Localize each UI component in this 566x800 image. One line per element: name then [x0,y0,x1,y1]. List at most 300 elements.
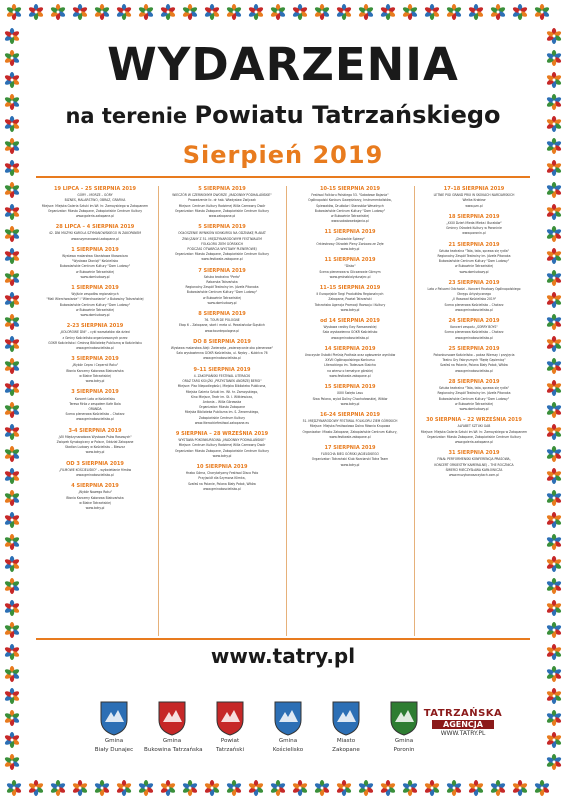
rosette-ornament [116,4,132,20]
crest-powiat-icon [215,700,245,736]
event-text: ORAZ TARG KSIĄŻKI „PRZYSTANEK ANDRZEJ BERGI" [182,379,262,384]
event-date: 3-4 SIERPNIA 2019 [68,427,122,434]
rosette-ornament [204,780,220,796]
rosette-ornament [314,4,330,20]
event-text: Tatrzańska Agencja Promocji Rozwoju i Kultury [314,302,386,307]
event-text: Kino Miejsce, Teatr im. St. I. Witkiewicza, [191,394,253,399]
event-link[interactable]: www.domludowy.pl [80,313,110,318]
rosette-ornament [546,490,562,506]
event-item [290,412,410,440]
event-item [418,318,530,341]
rosette-ornament [4,710,20,726]
event-link[interactable]: www.domludowy.pl [207,300,237,305]
event-text: ŚMIERCI MIECZYSŁAWA KARŁOWICZA [445,467,503,472]
event-link[interactable]: www.pzn.pl [465,203,483,208]
rosette-ornament [546,534,562,550]
rosette-ornament [424,4,440,20]
rosette-ornament [402,780,418,796]
rosette-ornament [490,780,506,796]
event-text: Scena plenerowa Kościelisko – Chotarz [65,412,125,417]
event-item [36,356,154,384]
rosette-ornament [182,780,198,796]
event-item [290,346,410,379]
rosette-ornament [4,380,20,396]
rosette-ornament [546,402,562,418]
event-text: Uroczyste Ostatki Pieśnią Podhala oraz ogłoszenie wyników [304,353,396,358]
event-item [418,214,530,237]
event-item [162,464,282,492]
event-text: ZWIĄZANY Z 51. MIĘDZYNARODOWYM FESTIWALEM [182,236,262,241]
rosette-ornament [546,226,562,242]
event-text: Śpiewaków, Drużbów i Starostów Weselnych [316,203,384,208]
event-text: Wystawa malarstwa Stanisława Kłosowicza [62,254,128,259]
event-link[interactable]: www.festiwale.zakopane.pl [201,257,243,262]
event-text: OGŁOSZENIE WYNIKÓW KONKURSU NA ODZNAKĘ PLAKAT [178,231,266,236]
event-text: Festiwal Folkloru Polskiego 53. "Sabałowe Bajania" [311,193,389,198]
event-item [162,186,282,219]
events-column-4 [418,186,530,483]
rosette-ornament [546,600,562,616]
event-text: Miejsce: Plac Niepodległości, Miejska Biblioteka Publiczna, [177,384,267,389]
event-date: 17–18 SIERPNIA 2019 [443,186,505,192]
event-text: Wyjście zespołów regionalnych [71,292,119,297]
event-date: 11 SIERPNIA 2019 [324,257,376,264]
rosette-ornament [534,4,550,20]
event-date: 10-15 SIERPNIA 2019 [319,186,381,192]
rosette-ornament [546,688,562,704]
top-divider [36,176,530,178]
rosette-ornament [4,270,20,286]
logo-caption: Gmina [104,738,124,744]
subtitle-main: Powiatu Tatrzańskiego [194,101,501,129]
event-item [36,389,154,422]
event-item [36,186,154,219]
event-text: Miejsce: Miejska Festiwalowa Dolna Równia Krupowa [309,424,391,429]
event-date: 24 SIERPNIA 2019 [448,318,500,325]
rosette-ornament [292,780,308,796]
event-item [418,242,530,275]
column-separator [158,186,159,636]
rosette-ornament [546,292,562,308]
event-text: Bukowiańskie Centrum Kultury "Dom Ludowy" [438,396,510,401]
event-text: w Białce Tatrzańskiej [79,500,111,505]
rosette-ornament [546,424,562,440]
event-text: Miejsce: Miejska Galeria Sztuki im.Wł. hr. Zamoyskiego w Zakopanem [41,203,149,208]
rosette-ornament [4,314,20,330]
event-text: Wystawa rzeźby Ewy Rzeszewskiej [323,325,377,330]
rosette-ornament [72,4,88,20]
rosette-ornament [4,534,20,550]
event-text: Scena plenerowa Kościelisko – Chotarz [444,302,504,307]
logo-bialy-dunajec [86,700,142,754]
rosette-ornament [546,358,562,374]
month-heading: Sierpień 2019 [182,141,384,169]
agency-line3: WWW.TATRY.PL [440,730,486,737]
rosette-ornament [4,336,20,352]
event-text: Regionalny Zespół Teatralny im. Józefa Pitonaka [437,391,511,396]
event-text: Organizator: Miasto Zakopane, Zakopiańskie Centrum Kultury [426,434,522,439]
event-text: Błonia Karczmy Kolorowa Białczańska [66,368,124,373]
logo-caption: Zakopane [332,747,360,753]
event-text: Bukowiańskie Centrum Kultury "Dom Ludowy" [438,259,510,264]
agency-line1: TATRZAŃSKA [423,708,503,719]
event-text: BIZNES, MALARSTWO, OBRAZ, GRAFIKA [64,198,126,203]
event-text: Scena plenerowa Kościelisko – Chotarz [444,330,504,335]
event-text: Koncert zespołu „SORRY BOYS" [450,325,498,330]
rosette-ornament [4,358,20,374]
event-text: Miejsce: Centrum Kultury Rodzimej Willa Czerwony Dwór [178,443,266,448]
rosette-ornament [270,780,286,796]
event-text: Miejska Galeria Sztuki im. Wł. hr. Zamoyskiego, [185,389,259,394]
crest-poronin-icon [389,700,419,736]
logo-caption: Tatrzański [215,747,245,753]
event-text: "Mali Wierchowianie" i "Wierchowianie" z Bukowiny Tatrzańskiej [46,297,144,302]
event-text: Literackiego im. Tadeusza Staicha [324,363,376,368]
event-text: Zakopane, Powiat Tatrzański [328,297,372,302]
event-date: DO 8 SIERPNIA 2019 [193,338,251,345]
event-date: 5 SIERPNIA 2019 [198,186,246,192]
logo-caption: Miasto [336,738,356,744]
rosette-ornament [4,666,20,682]
rosette-ornament [4,204,20,220]
event-text: Ogólnopolski Konkurs Gawędziarzy, Instrumentalistów, [308,198,392,203]
event-text: Stadion Ludowy w Kościelisku – Bieszcz [65,445,125,450]
rosette-ornament [446,4,462,20]
event-link[interactable]: www.gminakoscielisko.pl [203,356,241,361]
event-text: Zakopiańskie Centrum Kultury [198,415,246,420]
event-link[interactable]: www.festiwale.zakopane.pl [329,373,371,378]
rosette-ornament [546,380,562,396]
crest-koscielisko-icon [273,700,303,736]
event-item [36,428,154,456]
rosette-ornament [512,780,528,796]
rosette-ornament [358,4,374,20]
event-text: Rabarska Tatrzańska [206,280,238,285]
event-item [36,285,154,318]
event-text: Koncert Lato w Kościelisku [74,396,116,401]
event-text: FINAŁ PERFORMENSKI KONFERENCJA PRASOWA, [437,457,511,462]
event-item [418,379,530,412]
event-text: Bukowiańskie Centrum Kultury "Dom Ludowy" [59,264,131,269]
event-link[interactable]: www.tatry.pl [212,453,232,458]
event-text: w Bukowinie Tatrzańskiej [76,269,114,274]
event-link[interactable]: www.tatry.pl [340,462,360,467]
event-item [290,445,410,468]
event-text: ALFABET SZTUKI GAB [457,424,491,429]
rosette-ornament [512,4,528,20]
bottom-divider [36,638,530,640]
event-text: „Wybór Cepra i Cepernii Roku" [71,363,119,368]
event-text: Regionalny Zespół Teatralny im. Józefa Pitonaka [437,254,511,259]
page-subtitle [0,101,566,129]
event-text: XXIII Święto Lasu [336,391,364,396]
rosette-ornament [546,622,562,638]
event-text: Bukowiańskie Centrum Kultury "Dom Ludowy" [59,302,131,307]
event-text: „XXXI Dzień Mieda Mleka i Buraków" [446,221,502,226]
event-date: OD 3 SIERPNIA 2019 [66,460,124,467]
event-date: 2-23 SIERPNIA 2019 [66,323,124,330]
rosette-ornament [6,4,22,20]
rosette-ornament [292,4,308,20]
event-link[interactable]: www.gminabialydunajec.pl [329,274,371,279]
rosette-ornament [546,710,562,726]
rosette-ornament [270,4,286,20]
rosette-ornament [138,4,154,20]
event-item [162,367,282,426]
event-item [36,323,154,351]
rosette-ornament [546,468,562,484]
event-date: 19 LIPCA – 25 SIERPNIA 2019 [53,186,137,192]
agency-line2: AGENCJA [432,720,494,729]
event-item [162,311,282,334]
event-link[interactable]: www.galeria.zakopane.pl [455,439,493,444]
event-text: 51. MIĘDZYNARODOWY FESTIWAL FOLKLORU ZIEM GÓRSKICH [302,419,398,424]
rosette-ornament [116,780,132,796]
event-text: „FILMOWE KOŚCIELISKO" – wyświetlanie filmów [58,467,132,472]
rosette-ornament [4,226,20,242]
event-date: 10 SIERPNIA 2019 [196,463,248,470]
event-text: Lato z Paluami Odchodzi – Koncert Finałowy Ogólnopolskiego [427,287,521,292]
event-text: Etap 6 – Zakopane, start i meta ul. Powstańców Śląskich [179,323,265,328]
event-text: WIECZÓR W CZERWONYM DWORZE „MADONNY PODHALAŃSKIE" [172,193,272,198]
rosette-ornament [546,204,562,220]
event-text: w Bukowinie Tatrzańskiej [455,401,493,406]
logo-caption: Bukowina Tatrzańska [144,747,203,753]
rosette-ornament [4,512,20,528]
event-date: 30 SIERPNIA – 22 WRZEŚNIA 2019 [426,417,522,424]
event-text: Hrabo Górna, Charytatywny Festiwal Disco Polo [185,471,259,476]
event-text: Miejsce: Centrum Kultury Rodzimej Willa Czerwony Dwór [178,203,266,208]
event-link[interactable]: www.gminakoscielisko.pl [76,472,114,477]
crest-bialy-dunajec-icon [99,700,129,736]
column-separator [286,186,287,636]
logo-caption: Poronin [393,747,415,753]
event-item [418,417,530,445]
event-link[interactable]: www.tatry.pl [340,247,360,252]
event-text: Siwa Polana, wylot Doliny Chochołowskiej, Witów [312,396,388,401]
event-link[interactable]: www.gminakoscielisko.pl [455,307,493,312]
event-item [36,247,154,280]
event-link[interactable]: www.tourdepologne.pl [204,328,240,333]
event-text: Teatru Gry Fabrycznych "Będę Gąsienicą" [442,358,506,363]
event-link[interactable]: www.gminakoscielisko.pl [76,417,114,422]
logo-koscielisko [260,700,316,754]
event-link[interactable]: www.tatry.pl [85,450,105,455]
event-link[interactable]: www.domludowy.pl [80,274,110,279]
event-date: 9–11 SIERPNIA 2019 [193,366,251,373]
event-item [162,431,282,459]
event-link[interactable]: www.sabalowebajania.pl [331,219,369,224]
rosette-ornament [546,512,562,528]
rosette-ornament [6,780,22,796]
event-text: Antonia – Willa Górowska [202,399,242,404]
event-text: w Bukowinie Tatrzańskiej [331,214,369,219]
event-item [290,318,410,341]
event-text: „Drużackie Śpiewy" [335,236,365,241]
logo-zakopane [318,700,374,754]
event-text: FLEISCHA BIEG GÓRSKI JAGIELSKIEGO [321,452,379,457]
event-text: „Il Rosował Kościelisko 2019" [451,297,497,302]
event-item [162,339,282,362]
event-link[interactable]: www.gminakoscielisko.pl [455,368,493,373]
event-link[interactable]: www.galeria.zakopane.pl [76,214,114,219]
rosette-ornament [4,424,20,440]
event-text: Organizator: Miasto Zakopane, Zakopiańskie Centrum Kultury, [302,429,398,434]
rosette-ornament [546,248,562,264]
event-link[interactable]: www.domludowy.pl [459,406,489,411]
event-date: 18 SIERPNIA 2019 [448,213,500,220]
rosette-ornament [50,4,66,20]
event-date: 17 SIERPNIA 2019 [324,444,376,451]
rosette-ornament [546,754,562,770]
event-item [36,483,154,511]
rosette-ornament [160,4,176,20]
event-text: Miejska Biblioteka Publiczna im. S. Żeromskiego, [184,410,260,415]
rosette-ornament [182,4,198,20]
event-text: w Bukowinie Tatrzańskiej [76,307,114,312]
event-link[interactable]: www.zakopane.pl [208,214,236,219]
event-text: "Disko" [344,264,356,269]
rosette-ornament [546,336,562,352]
event-text: ORANDA [88,406,102,411]
event-link[interactable]: www.tatry.pl [340,307,360,312]
event-date: 14 SIERPNIA 2019 [324,345,376,352]
event-text: Sztuka teatralna "Perła" [203,274,241,279]
event-link[interactable]: www.poronin.pl [462,231,486,236]
event-text: „VIII Międzynarodowa Wystawa Psów Rasowych" [58,434,132,439]
event-item [36,224,154,242]
event-text: LETNIE PIGI GRAND PRIX W SKOKACH NARCIARSKICH [433,193,515,198]
rosette-ornament [94,4,110,20]
events-column-3 [290,186,410,473]
event-text: Teresa Mróz z zespołem Kafe Bala [69,401,121,406]
rosette-ornament [4,182,20,198]
event-link[interactable]: www.szymanowski.zakopane.pl [71,236,119,241]
rosette-ornament [248,4,264,20]
rosette-ornament [4,446,20,462]
rosette-ornament [546,666,562,682]
event-link[interactable]: www.tatry.pl [85,505,105,510]
logo-caption: Kościelisko [272,747,304,753]
rosette-ornament [534,780,550,796]
event-text: FOLKLORU ZIEM GÓRSKICH [201,241,243,246]
event-date: 28 LIPCA – 4 SIERPNIA 2019 [55,224,135,231]
rosette-ornament [546,578,562,594]
rosette-ornament [4,688,20,704]
event-date: 21 SIERPNIA 2019 [448,241,500,248]
event-item [418,280,530,313]
event-item [162,268,282,306]
events-column-2 [162,186,282,497]
event-link[interactable]: www.gminakoscielisko.pl [203,486,241,491]
event-date: 1 SIERPNIA 2019 [71,246,119,253]
event-text: GÓRY – MORZE – GÓRY [77,193,113,198]
logo-caption: Biały Dunajec [94,747,134,753]
event-text: KONCERT ORKIESTRY KAMERALNEJ – THE ROCZNICA [434,462,514,467]
event-date: 5 SIERPNIA 2019 [198,224,246,231]
rosette-ornament [204,4,220,20]
event-link[interactable]: www.tatry.pl [85,379,105,384]
event-date: 25 SIERPNIA 2019 [448,345,500,352]
rosette-ornament [4,754,20,770]
event-link[interactable]: www.gminakoscielisko.pl [455,335,493,340]
rosette-ornament [160,780,176,796]
event-link[interactable]: www.gminakoscielisko.pl [76,346,114,351]
event-text: Okręgu Artystycznego [457,292,491,297]
logo-caption: Gmina [394,738,414,744]
rosette-ornament [358,780,374,796]
page-title: WYDARZENIA [107,38,459,91]
event-date: 28 SIERPNIA 2019 [448,378,500,385]
rosette-ornament [4,490,20,506]
event-date: 3 SIERPNIA 2019 [71,356,119,363]
event-item [290,384,410,407]
event-text: PODCZAS OTWARCIA WYSTAWY PLENEROWEJ [187,247,257,252]
event-text: Orkiestrowy Ośrodek Pleny Zoniowo ze Zęłe [316,241,384,246]
event-item [418,346,530,374]
event-link[interactable]: www.domludowy.pl [459,269,489,274]
logo-caption: Powiat [220,738,240,744]
event-text: Organizator: Miasto Zakopane, Zakopiańskie Centrum Kultury [47,208,143,213]
event-date: 4 SIERPNIA 2019 [71,483,119,490]
event-date: 31 SIERPNIA 2019 [448,450,500,457]
event-date: 9 SIERPNIA – 28 WRZEŚNIA 2019 [175,430,269,437]
event-text: 4. ZAKOPIAŃSKI FESTIWAL LITERACKI [193,373,251,378]
event-text: "Wystawa Dionizji" Kościelisko [71,259,119,264]
rosette-ornament [546,556,562,572]
rosette-ornament [4,292,20,308]
event-text: Pokonkursowe Kościelisko – pokaz Wierszy i przyjęcia [433,353,515,358]
rosette-ornament [380,780,396,796]
website-link[interactable]: www.tatry.pl [210,644,356,668]
rosette-ornament [546,732,562,748]
event-text: Organizator: Miasto Zakopane [199,405,245,410]
event-item [290,257,410,280]
rosette-ornament [226,4,242,20]
event-item [290,186,410,224]
rosette-ornament [248,780,264,796]
logo-powiat-tatrzanski [202,700,258,754]
rosette-ornament [28,780,44,796]
event-link[interactable]: www.gminakoscielisko.pl [331,335,369,340]
event-item [418,186,530,209]
event-text: na wiersz o tematyce górskiej [327,368,373,373]
event-date: 11–15 SIERPNIA 2019 [319,285,381,292]
event-text: Związek Kynologiczny w Polsce, Oddział Zakopane [56,439,134,444]
rosette-ornament [4,248,20,264]
rosette-ornament [4,402,20,418]
rosette-ornament [94,780,110,796]
rosette-ornament [546,270,562,286]
event-text: Błonia Karczmy Kolorowa Białczańska [66,495,124,500]
logo-caption: Gmina [162,738,182,744]
event-text: 42. DNI MUZYKI KAROLA SZYMANOWSKIEGO W ZAKOPANEM [48,231,142,236]
event-link[interactable]: www.muzykanaszczytach.com.pl [448,472,500,477]
event-text: w Bukowinie Tatrzańskiej [455,264,493,269]
rosette-ornament [4,600,20,616]
event-text: Gminny Ośrodek Kultury w Poroninie [446,226,502,231]
event-link[interactable]: www.literackiefestiwal.zakopane.eu [194,420,250,425]
event-text: Regionalny Zespół Teatralny im. Józefa Pitonaka [185,285,259,290]
event-link[interactable]: www.festiwale.zakopane.pl [329,434,371,439]
event-text: „KOLOROWE DNI" – cykl warsztatów dla dzieci [59,330,131,335]
event-item [290,229,410,252]
rosette-ornament [72,780,88,796]
event-link[interactable]: www.tatry.pl [340,401,360,406]
event-date: 3 SIERPNIA 2019 [71,389,119,396]
event-text: Przyjaciół dla Szymona Klimka, [198,476,246,481]
rosette-ornament [380,4,396,20]
